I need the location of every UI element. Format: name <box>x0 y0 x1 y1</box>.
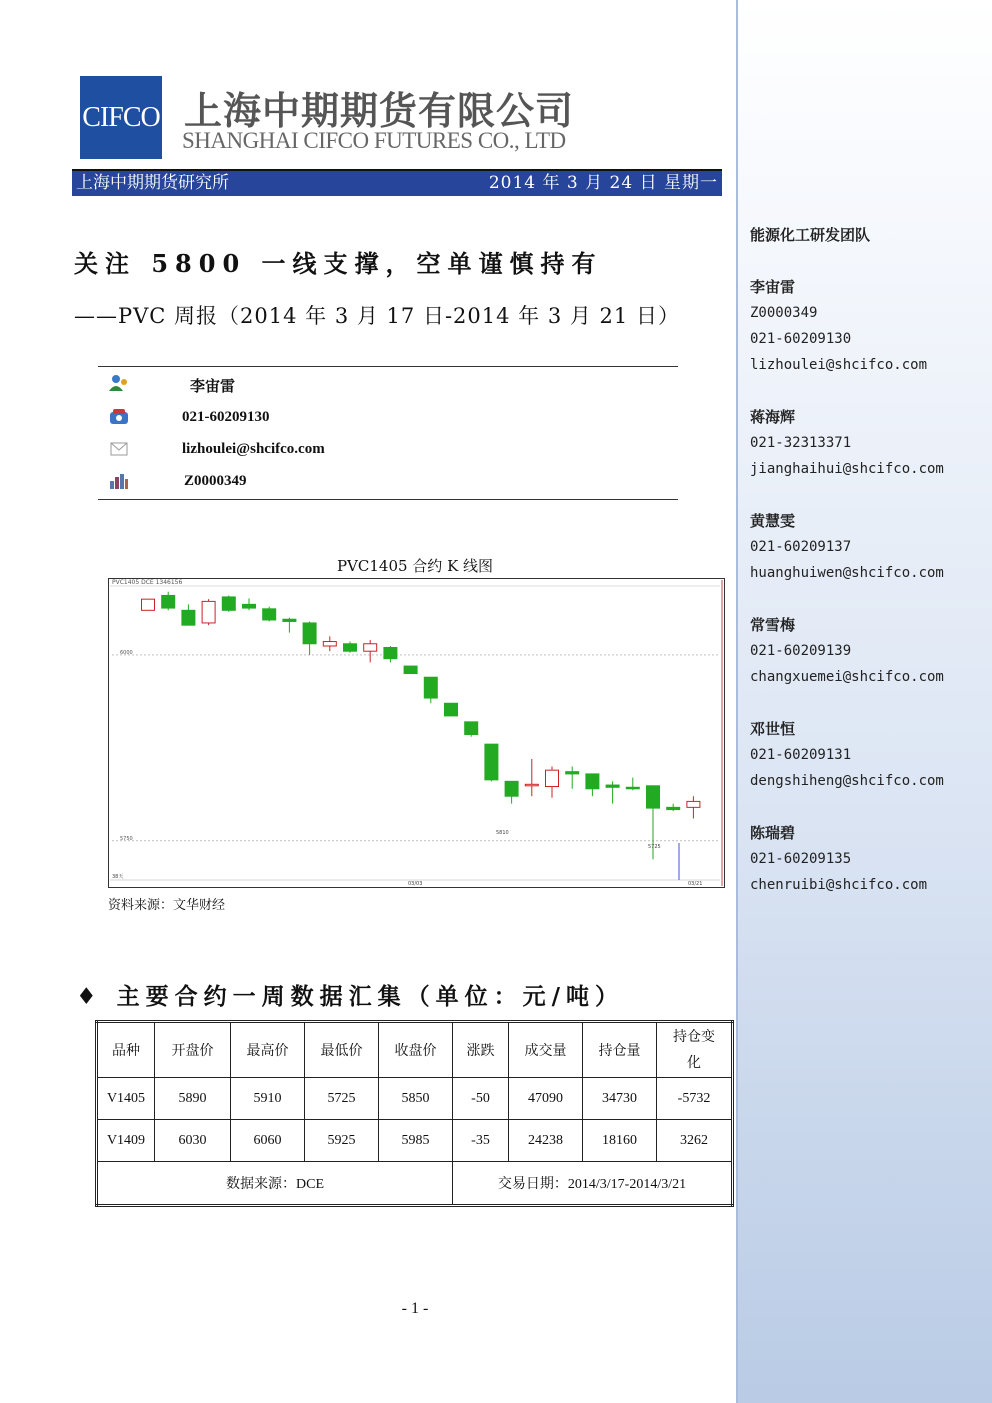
member-name: 李宙雷 <box>750 278 796 296</box>
member-email[interactable]: dengshiheng@shcifco.com <box>750 773 944 789</box>
team-member <box>750 508 944 586</box>
candle <box>263 607 276 622</box>
chart-corner-label: 38天 <box>112 874 124 880</box>
author-email[interactable]: lizhoulei@shcifco.com <box>182 441 325 457</box>
table-cell: 6030 <box>155 1120 231 1162</box>
table-cell: 5910 <box>231 1078 305 1120</box>
header-cell <box>657 1022 733 1078</box>
candle-body <box>323 642 336 646</box>
member-email[interactable]: chenruibi@shcifco.com <box>750 877 928 893</box>
candle-body <box>606 785 619 787</box>
annotation-5725: 5725 <box>648 844 661 850</box>
team-member <box>750 820 927 898</box>
y-tick-label: 6000 <box>120 649 133 656</box>
candle-body <box>626 787 639 789</box>
candle <box>142 599 155 610</box>
company-name-cn: 上海中期期货有限公司 <box>184 89 575 133</box>
candle-body <box>384 647 397 658</box>
candle <box>485 744 498 781</box>
candle <box>404 666 417 673</box>
candle-body <box>182 610 195 625</box>
candle-body <box>283 619 296 621</box>
team-title: 能源化工研发团队 <box>750 226 871 244</box>
header-bar <box>72 169 722 196</box>
chart-source: 资料来源：文华财经 <box>108 898 226 913</box>
bullet-icon: ♦ <box>76 983 103 1010</box>
candle-body <box>546 770 559 786</box>
member-email[interactable]: jianghaihui@shcifco.com <box>750 461 944 477</box>
member-name: 蒋海辉 <box>750 408 796 426</box>
candle-body <box>263 609 276 620</box>
weekly-data-table <box>95 1020 734 1207</box>
header-cell: 成交量 <box>509 1022 583 1078</box>
table-cell: V1409 <box>97 1120 155 1162</box>
candle-body <box>586 774 599 789</box>
candle-body <box>505 781 518 796</box>
member-phone: 021-60209131 <box>750 747 852 763</box>
table-cell: -50 <box>453 1078 509 1120</box>
table-row <box>97 1078 733 1120</box>
candle-body <box>465 722 478 735</box>
candle-body <box>647 786 660 808</box>
author-block <box>98 366 678 500</box>
candle-body <box>142 599 155 610</box>
y-tick-label: 5750 <box>120 835 133 842</box>
report-subtitle: ——PVC 周报（2014 年 3 月 17 日-2014 年 3 月 21 日） <box>74 304 680 328</box>
table-cell: 5985 <box>379 1120 453 1162</box>
header-cell: 涨跌 <box>453 1022 509 1078</box>
section-title-text: 主要合约一周数据汇集（单位：元/吨） <box>116 983 625 1010</box>
candle <box>202 599 215 625</box>
page-number: - 1 - <box>401 1300 429 1317</box>
candle-body <box>485 744 498 780</box>
author-name: 李宙雷 <box>190 379 236 395</box>
data-source-cell: 数据来源：DCE <box>97 1162 453 1206</box>
table-cell: 34730 <box>583 1078 657 1120</box>
table-cell: 5850 <box>379 1078 453 1120</box>
annotation-5810: 5810 <box>496 830 509 836</box>
report-title: 关注 5800 一线支撑，空单谨慎持有 <box>74 249 603 278</box>
header-cell-text: 持仓变化 <box>673 1029 715 1071</box>
chart-inner-label: PVC1405 DCE 1346156 <box>112 579 183 586</box>
header-cell: 最低价 <box>305 1022 379 1078</box>
table-header-row <box>97 1022 733 1078</box>
author-name-row <box>98 373 678 397</box>
candle <box>222 595 235 611</box>
member-license: Z0000349 <box>750 305 818 321</box>
report-date: 2014 年 3 月 24 日 星期一 <box>488 173 718 193</box>
candle-body <box>687 801 700 807</box>
candle-body <box>566 772 579 774</box>
person-icon <box>108 373 130 393</box>
team-sidebar <box>736 0 992 1403</box>
member-email[interactable]: changxuemei@shcifco.com <box>750 669 944 685</box>
table-cell: 47090 <box>509 1078 583 1120</box>
candle-body <box>344 644 357 651</box>
header-cell: 品种 <box>97 1022 155 1078</box>
member-phone: 021-32313371 <box>750 435 852 451</box>
team-member <box>750 274 927 378</box>
candle <box>445 703 458 716</box>
header-cell: 开盘价 <box>155 1022 231 1078</box>
member-name: 黄慧雯 <box>750 512 796 530</box>
table-cell: 18160 <box>583 1120 657 1162</box>
table-cell: 3262 <box>657 1120 733 1162</box>
author-phone: 021-60209130 <box>182 409 270 425</box>
candle-body <box>525 784 538 786</box>
member-email[interactable]: lizhoulei@shcifco.com <box>750 357 928 373</box>
table-cell: -35 <box>453 1120 509 1162</box>
header-cell: 持仓量 <box>583 1022 657 1078</box>
institute-label: 上海中期期货研究所 <box>76 173 229 193</box>
candle-body <box>243 604 256 608</box>
header-cell: 最高价 <box>231 1022 305 1078</box>
phone-icon <box>108 407 130 427</box>
table-row <box>97 1120 733 1162</box>
team-member <box>750 404 944 482</box>
kline-chart <box>108 578 725 888</box>
candle-body <box>162 595 175 608</box>
candle-body <box>404 666 417 673</box>
table-cell: 6060 <box>231 1120 305 1162</box>
author-phone-row <box>98 407 678 431</box>
candle-body <box>222 597 235 610</box>
member-name: 常雪梅 <box>750 616 796 634</box>
author-email-row <box>98 439 678 463</box>
x-tick-label: 03/21 <box>688 881 703 887</box>
candle-body <box>445 703 458 716</box>
mail-icon <box>108 439 130 459</box>
team-member <box>750 612 944 690</box>
header-cell: 收盘价 <box>379 1022 453 1078</box>
candle <box>465 722 478 737</box>
member-phone: 021-60209139 <box>750 643 852 659</box>
table-footer-row <box>97 1162 733 1206</box>
member-phone: 021-60209130 <box>750 331 852 347</box>
x-tick-label: 03/03 <box>408 881 423 887</box>
chart-title: PVC1405 合约 K 线图 <box>336 557 494 575</box>
section-title <box>76 978 624 1011</box>
member-phone: 021-60209135 <box>750 851 852 867</box>
table-cell: 5725 <box>305 1078 379 1120</box>
team-member <box>750 716 944 794</box>
table-cell: -5732 <box>657 1078 733 1120</box>
table-cell: 5925 <box>305 1120 379 1162</box>
company-name-en: SHANGHAI CIFCO FUTURES CO., LTD <box>182 128 566 153</box>
chart-icon <box>108 471 130 491</box>
candle-body <box>364 644 377 651</box>
member-name: 陈瑞碧 <box>750 824 796 842</box>
author-license: Z0000349 <box>184 473 247 489</box>
candle-body <box>667 807 680 809</box>
member-phone: 021-60209137 <box>750 539 852 555</box>
trade-date-cell: 交易日期：2014/3/17-2014/3/21 <box>453 1162 733 1206</box>
member-email[interactable]: huanghuiwen@shcifco.com <box>750 565 944 581</box>
cifco-logo: CIFCO <box>80 76 162 159</box>
candle-body <box>202 601 215 623</box>
candle-body <box>424 677 437 698</box>
table-cell: 24238 <box>509 1120 583 1162</box>
author-license-row <box>98 471 678 495</box>
candle-body <box>303 623 316 644</box>
table-cell: 5890 <box>155 1078 231 1120</box>
member-name: 邓世恒 <box>750 720 796 738</box>
table-cell: V1405 <box>97 1078 155 1120</box>
